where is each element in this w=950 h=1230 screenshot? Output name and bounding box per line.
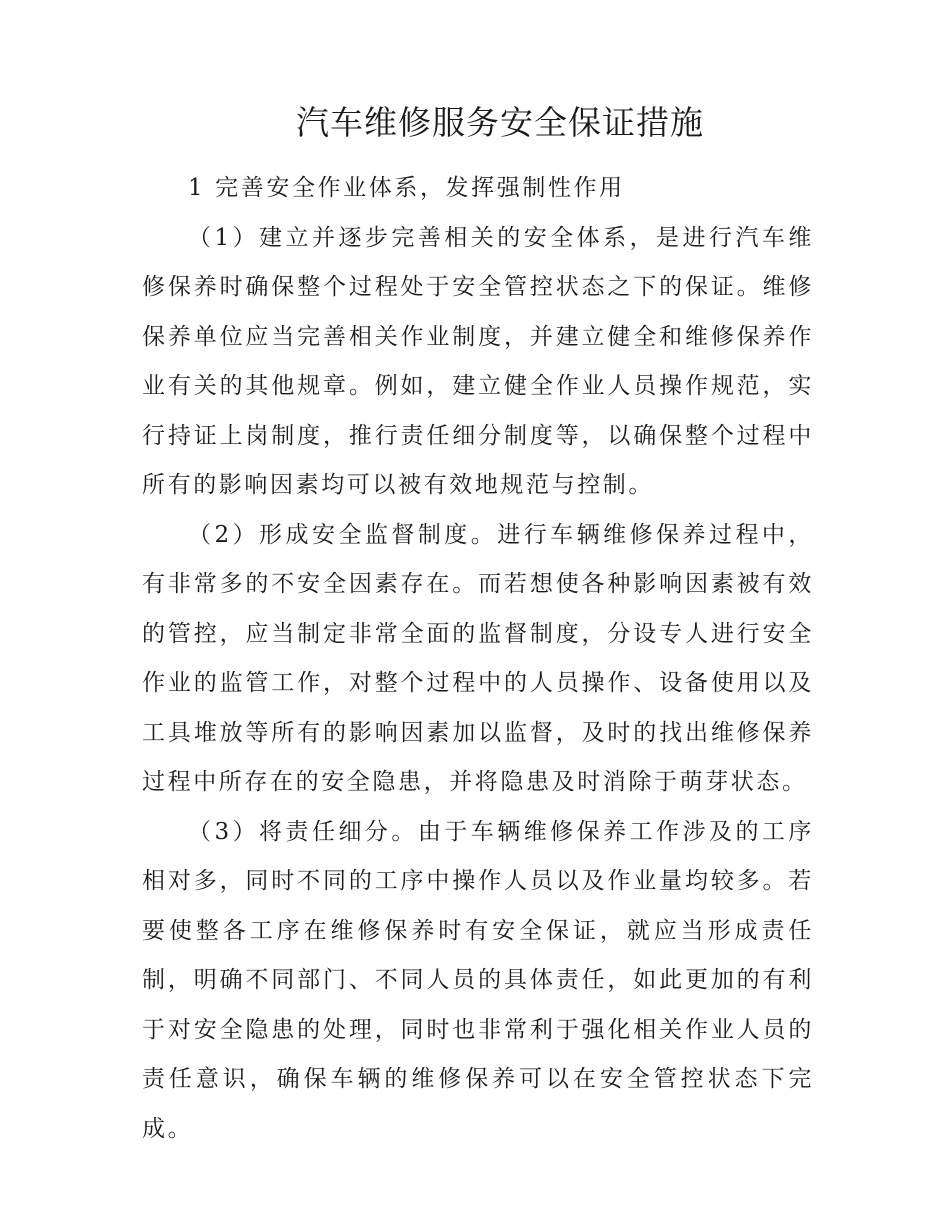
section-heading: 1 完善安全作业体系，发挥强制性作用	[188, 175, 625, 201]
paragraph-2: （2）形成安全监督制度。进行车辆维修保养过程中，有非常多的不安全因素存在。而若想使各种影响因素被有效的管控，应当制定非常全面的监督制度，分设专人进行安全作业的监管工作，对整个过程中的人员操作、设备使用以及工具堆放等所有的影响因素加以监督，及时的找出维修保养过程中所存在的安全隐患，并将隐患及时消除于萌芽状态。	[142, 521, 814, 795]
document-title: 汽车维修服务安全保证措施	[296, 103, 704, 142]
paragraph-3: （3）将责任细分。由于车辆维修保养工作涉及的工序相对多，同时不同的工序中操作人员以及作业量均较多。若要使整各工序在维修保养时有安全保证，就应当形成责任制，明确不同部门、不同人员的具体责任，如此更加的有利于对安全隐患的处理，同时也非常利于强化相关作业人员的责任意识，确保车辆的维修保养可以在安全管控状态下完成。	[142, 818, 814, 1142]
document-body	[142, 164, 814, 1154]
paragraph-1: （1）建立并逐步完善相关的安全体系，是进行汽车维修保养时确保整个过程处于安全管控状态之下的保证。维修保养单位应当完善相关作业制度，并建立健全和维修保养作业有关的其他规章。例如，建立健全作业人员操作规范，实行持证上岗制度，推行责任细分制度等，以确保整个过程中所有的影响因素均可以被有效地规范与控制。	[142, 224, 814, 498]
